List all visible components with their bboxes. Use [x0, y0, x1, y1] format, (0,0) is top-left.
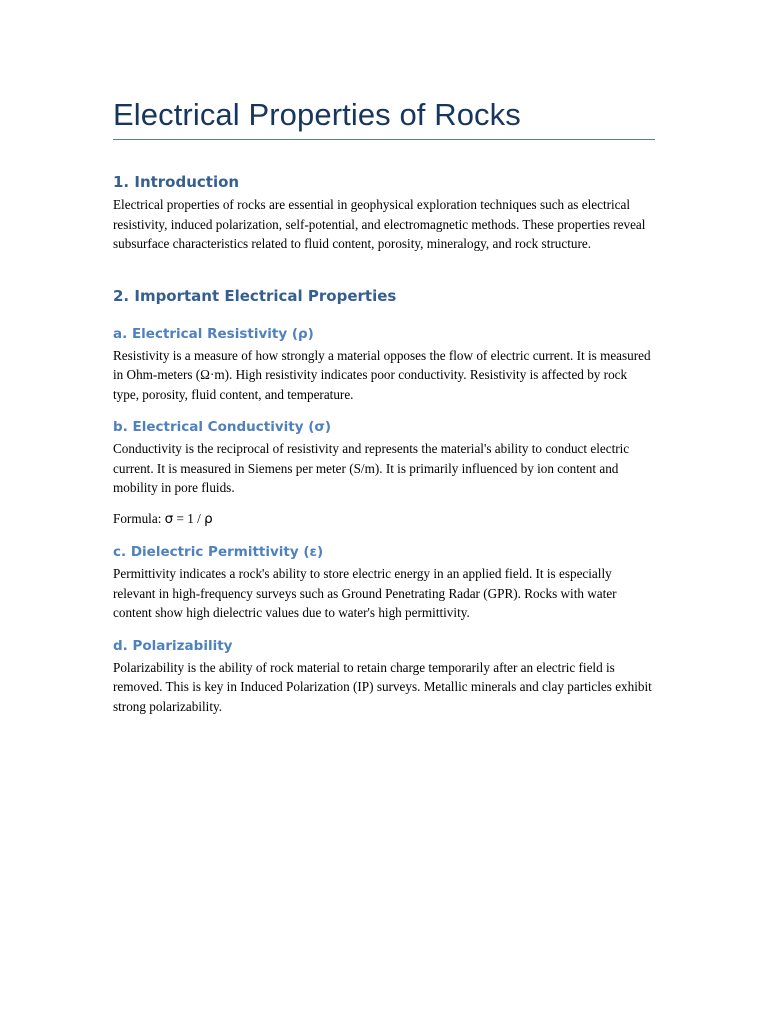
document-page — [113, 0, 655, 716]
formula-label: Formula: — [113, 510, 165, 526]
subheading-polarizability: d. Polarizability — [113, 637, 233, 654]
section-heading-important-properties: 2. Important Electrical Properties — [113, 286, 397, 305]
section-heading-introduction: 1. Introduction — [113, 173, 240, 191]
document-title: Electrical Properties of Rocks — [113, 97, 521, 132]
introduction-paragraph: Electrical properties of rocks are essential in geophysical exploration techniques such as electrical resistivity, induced polarization, self-potential, and electromagnetic methods. These properties reveal subsurface characteristics related to fluid content, porosity, mineralogy, and rock structure. — [113, 197, 646, 251]
polarizability-paragraph: Polarizability is the ability of rock material to retain charge temporarily after an electric field is removed. This is key in Induced Polarization (IP) surveys. Metallic minerals and clay particles exhibit strong polarizability. — [113, 659, 652, 714]
conductivity-formula — [113, 509, 655, 530]
formula-equals: = 1 / — [173, 510, 205, 526]
subheading-conductivity: b. Electrical Conductivity (σ) — [113, 419, 332, 435]
formula-rho: ρ — [204, 510, 213, 527]
conductivity-paragraph: Conductivity is the reciprocal of resistivity and represents the material's ability to conduct electric current. It is measured in Siemens per meter (S/m). It is primarily influenced by ion content and mobility in pore fluids. — [113, 441, 630, 495]
subheading-resistivity: a. Electrical Resistivity (ρ) — [113, 325, 314, 342]
permittivity-paragraph: Permittivity indicates a rock's ability to store electric energy in an applied field. It is especially relevant in high-frequency surveys such as Ground Penetrating Radar (GPR). Rocks with water content show high dielectric values due to water's high permittivity. — [113, 566, 617, 620]
title-divider — [113, 139, 655, 140]
formula-sigma: σ — [164, 510, 174, 527]
resistivity-paragraph: Resistivity is a measure of how strongly a material opposes the flow of electric current. It is measured in Ohm-meters (Ω·m). High resistivity indicates poor conductivity. Resistivity is affected by rock type, porosity, fluid content, and temperature. — [113, 347, 651, 402]
subheading-permittivity: c. Dielectric Permittivity (ε) — [113, 544, 324, 560]
